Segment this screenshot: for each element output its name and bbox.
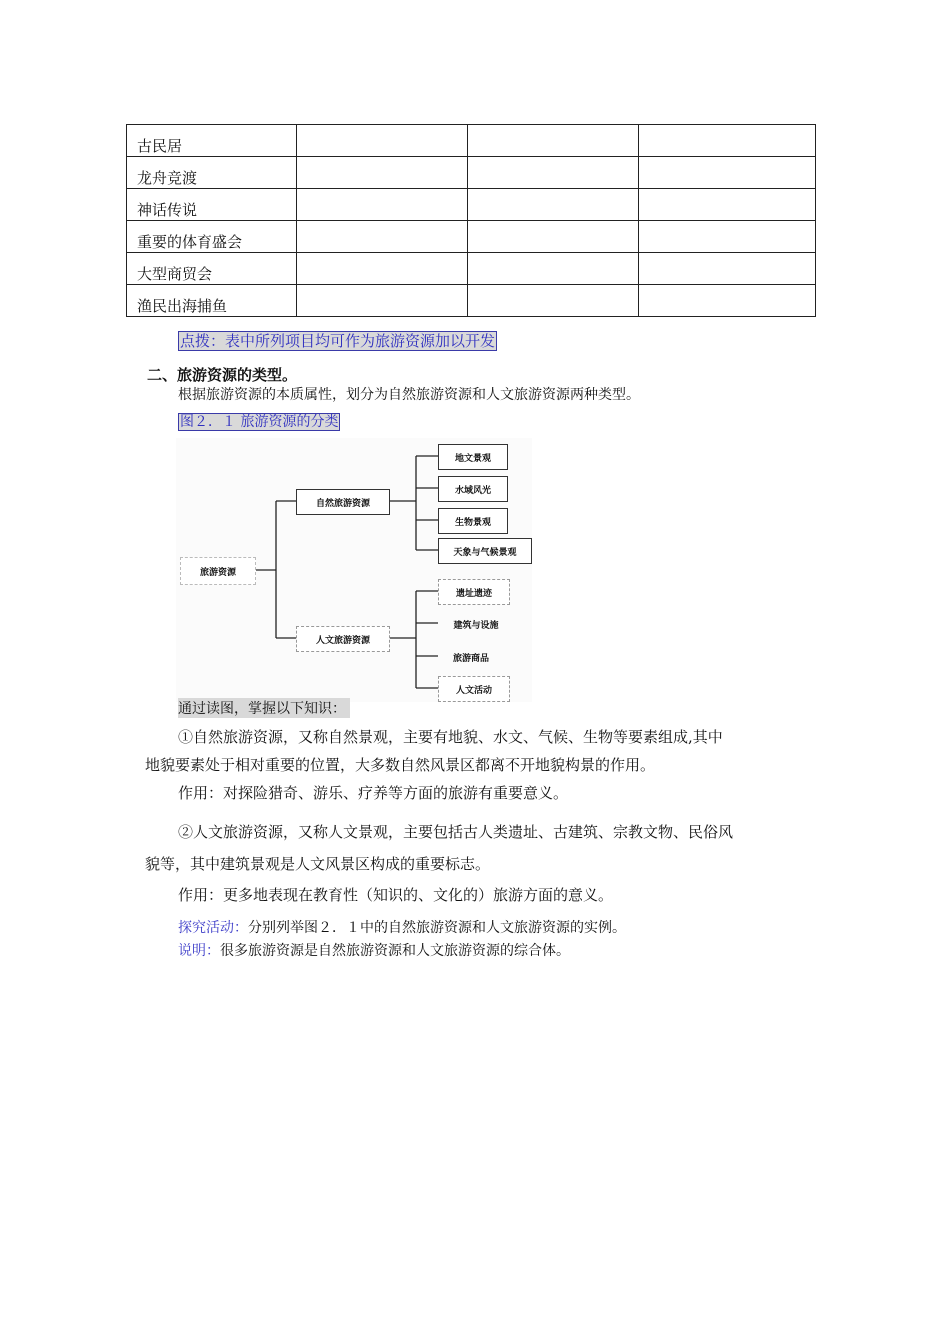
resource-table [126,124,816,317]
figure-caption-text: 图２．１ 旅游资源的分类 [180,414,339,430]
diagram-cultural: 人文旅游资源 [296,626,390,652]
figure-caption [178,413,340,432]
diagram-cultural-child: 人文活动 [438,676,510,702]
explanation [178,940,570,960]
table-row [127,189,816,221]
diagram-natural: 自然旅游资源 [296,489,390,515]
point2-line1: ②人文旅游资源，又称人文景观，主要包括古人类遗址、古建筑、宗教文物、民俗风 [178,823,734,841]
classification-diagram [176,438,532,702]
table-row [127,157,816,189]
diagram-cultural-child: 遗址遗迹 [438,579,510,605]
diagram-natural-child: 天象与气候景观 [438,538,532,564]
diagram-root: 旅游资源 [180,557,256,585]
table-cell-item: 大型商贸会 [127,253,297,285]
diagram-natural-child: 生物景观 [438,508,508,534]
point1-role: 作用：对探险猎奇、游乐、疗养等方面的旅游有重要意义。 [178,784,569,802]
hint-note [178,331,497,351]
reading-lead: 通过读图，掌握以下知识： [178,698,350,718]
table-cell-item: 神话传说 [127,189,297,221]
diagram-natural-child: 地文景观 [438,444,508,470]
table-row [127,285,816,317]
point2-line2: 貌等，其中建筑景观是人文风景区构成的重要标志。 [145,855,491,873]
table-row [127,253,816,285]
section-intro: 根据旅游资源的本质属性，划分为自然旅游资源和人文旅游资源两种类型。 [178,387,640,403]
point1-line2: 地貌要素处于相对重要的位置，大多数自然风景区都离不开地貌构景的作用。 [145,756,656,774]
diagram-cultural-child: 旅游商品 [452,653,489,664]
activity-label: 探究活动： [178,920,248,936]
hint-note-text: 点拨：表中所列项目均可作为旅游资源加以开发 [180,332,496,350]
explanation-text: 很多旅游资源是自然旅游资源和人文旅游资源的综合体。 [220,943,570,959]
activity-text: 分别列举图２．１中的自然旅游资源和人文旅游资源的实例。 [248,920,626,936]
activity [178,917,626,937]
table-row [127,125,816,157]
section-heading: 二、旅游资源的类型。 [147,366,298,384]
table-cell-item: 龙舟竞渡 [127,157,297,189]
table-row [127,221,816,253]
table-cell-item: 渔民出海捕鱼 [127,285,297,317]
explanation-label: 说明： [178,943,220,959]
diagram-cultural-child: 建筑与设施 [453,620,499,631]
diagram-natural-child: 水域风光 [438,476,508,502]
table-cell-item: 古民居 [127,125,297,157]
point1-line1: ①自然旅游资源，又称自然景观，主要有地貌、水文、气候、生物等要素组成,其中 [178,728,723,746]
table-cell-item: 重要的体育盛会 [127,221,297,253]
point2-role: 作用：更多地表现在教育性（知识的、文化的）旅游方面的意义。 [178,886,614,904]
